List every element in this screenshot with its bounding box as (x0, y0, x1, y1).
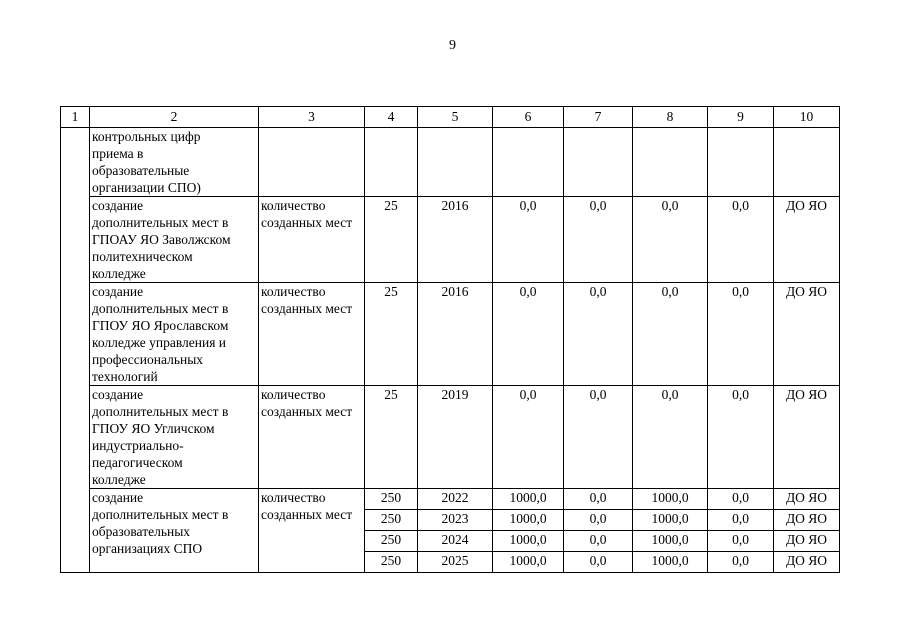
cell-text-line: образовательных (92, 524, 191, 539)
event-cell (90, 489, 259, 573)
indicator-cell (259, 128, 365, 197)
value-cell-c9: 0,0 (708, 489, 774, 510)
table-row (61, 128, 840, 197)
header-cell: 8 (633, 107, 708, 128)
number-cell (61, 128, 90, 573)
cell-text-line: колледже (92, 472, 146, 487)
cell-text-line: дополнительных мест в (92, 404, 229, 419)
cell-text-line: количество (261, 490, 326, 505)
value-cell-c4: 250 (365, 552, 418, 573)
value-cell-c8: 0,0 (633, 197, 708, 283)
header-cell: 4 (365, 107, 418, 128)
value-cell-c7: 0,0 (564, 197, 633, 283)
value-cell-c6: 0,0 (493, 197, 564, 283)
value-cell-c5: 2022 (418, 489, 493, 510)
value-cell-c8: 0,0 (633, 386, 708, 489)
value-cell-c10: ДО ЯО (774, 386, 840, 489)
value-cell-c10: ДО ЯО (774, 531, 840, 552)
value-cell-c8: 1000,0 (633, 510, 708, 531)
cell-text-line: созданных мест (261, 301, 353, 316)
indicator-cell (259, 386, 365, 489)
cell-text-line: ГПОАУ ЯО Заволжском (92, 232, 231, 247)
value-cell-c9: 0,0 (708, 283, 774, 386)
value-cell-c5 (418, 128, 493, 197)
cell-text-line: профессиональных (92, 352, 204, 367)
value-cell-c8: 0,0 (633, 283, 708, 386)
value-cell-c10: ДО ЯО (774, 283, 840, 386)
table-row (61, 197, 840, 283)
value-cell-c7: 0,0 (564, 386, 633, 489)
cell-text-line: технологий (92, 369, 158, 384)
cell-text-line: педагогическом (92, 455, 183, 470)
cell-text-line: количество (261, 284, 326, 299)
cell-text-line: количество (261, 198, 326, 213)
event-cell (90, 386, 259, 489)
cell-text-line: политехническом (92, 249, 193, 264)
value-cell-c5: 2023 (418, 510, 493, 531)
cell-text-line: организации СПО) (92, 180, 201, 195)
value-cell-c9: 0,0 (708, 531, 774, 552)
value-cell-c10 (774, 128, 840, 197)
value-cell-c9 (708, 128, 774, 197)
value-cell-c9: 0,0 (708, 197, 774, 283)
value-cell-c7: 0,0 (564, 283, 633, 386)
cell-text-line: колледже (92, 266, 146, 281)
value-cell-c6: 1000,0 (493, 531, 564, 552)
value-cell-c5: 2016 (418, 197, 493, 283)
value-cell-c4: 250 (365, 489, 418, 510)
value-cell-c7: 0,0 (564, 510, 633, 531)
cell-text-line: дополнительных мест в (92, 301, 229, 316)
value-cell-c5: 2024 (418, 531, 493, 552)
value-cell-c9: 0,0 (708, 510, 774, 531)
cell-text-line: контрольных цифр (92, 129, 201, 144)
header-cell: 7 (564, 107, 633, 128)
header-cell: 9 (708, 107, 774, 128)
value-cell-c10: ДО ЯО (774, 489, 840, 510)
value-cell-c4: 250 (365, 531, 418, 552)
value-cell-c6: 1000,0 (493, 510, 564, 531)
cell-text-line: приема в (92, 146, 144, 161)
value-cell-c8 (633, 128, 708, 197)
cell-text-line: создание (92, 284, 144, 299)
event-cell (90, 128, 259, 197)
cell-text-line: созданных мест (261, 507, 353, 522)
cell-text-line: созданных мест (261, 404, 353, 419)
value-cell-c4: 25 (365, 386, 418, 489)
cell-text-line: создание (92, 490, 144, 505)
cell-text-line: ГПОУ ЯО Ярославском (92, 318, 229, 333)
value-cell-c10: ДО ЯО (774, 510, 840, 531)
value-cell-c6 (493, 128, 564, 197)
cell-text-line: создание (92, 198, 144, 213)
header-cell: 3 (259, 107, 365, 128)
plan-table (60, 106, 840, 573)
event-cell (90, 197, 259, 283)
indicator-cell (259, 283, 365, 386)
value-cell-c8: 1000,0 (633, 489, 708, 510)
value-cell-c8: 1000,0 (633, 552, 708, 573)
value-cell-c9: 0,0 (708, 386, 774, 489)
cell-text-line: созданных мест (261, 215, 353, 230)
value-cell-c7 (564, 128, 633, 197)
cell-text-line: дополнительных мест в (92, 507, 229, 522)
cell-text-line: дополнительных мест в (92, 215, 229, 230)
header-cell: 6 (493, 107, 564, 128)
value-cell-c9: 0,0 (708, 552, 774, 573)
event-cell (90, 283, 259, 386)
indicator-cell (259, 197, 365, 283)
value-cell-c4 (365, 128, 418, 197)
cell-text-line: организациях СПО (92, 541, 203, 556)
value-cell-c7: 0,0 (564, 552, 633, 573)
value-cell-c5: 2025 (418, 552, 493, 573)
cell-text-line: количество (261, 387, 326, 402)
cell-text-line: образовательные (92, 163, 190, 178)
cell-text-line: создание (92, 387, 144, 402)
value-cell-c7: 0,0 (564, 531, 633, 552)
header-cell: 2 (90, 107, 259, 128)
value-cell-c5: 2019 (418, 386, 493, 489)
indicator-cell (259, 489, 365, 573)
value-cell-c5: 2016 (418, 283, 493, 386)
header-cell: 10 (774, 107, 840, 128)
page-number: 9 (449, 38, 456, 53)
value-cell-c8: 1000,0 (633, 531, 708, 552)
header-cell: 1 (61, 107, 90, 128)
value-cell-c6: 0,0 (493, 283, 564, 386)
header-row (61, 107, 840, 128)
value-cell-c4: 25 (365, 283, 418, 386)
header-cell: 5 (418, 107, 493, 128)
table-row (61, 283, 840, 386)
table-body (61, 107, 840, 573)
value-cell-c6: 1000,0 (493, 489, 564, 510)
value-cell-c6: 0,0 (493, 386, 564, 489)
value-cell-c7: 0,0 (564, 489, 633, 510)
value-cell-c10: ДО ЯО (774, 552, 840, 573)
cell-text-line: ГПОУ ЯО Угличском (92, 421, 215, 436)
value-cell-c6: 1000,0 (493, 552, 564, 573)
cell-text-line: индустриально- (92, 438, 184, 453)
value-cell-c10: ДО ЯО (774, 197, 840, 283)
value-cell-c4: 25 (365, 197, 418, 283)
value-cell-c4: 250 (365, 510, 418, 531)
cell-text-line: колледже управления и (92, 335, 227, 350)
table-row (61, 489, 840, 510)
table-row (61, 386, 840, 489)
